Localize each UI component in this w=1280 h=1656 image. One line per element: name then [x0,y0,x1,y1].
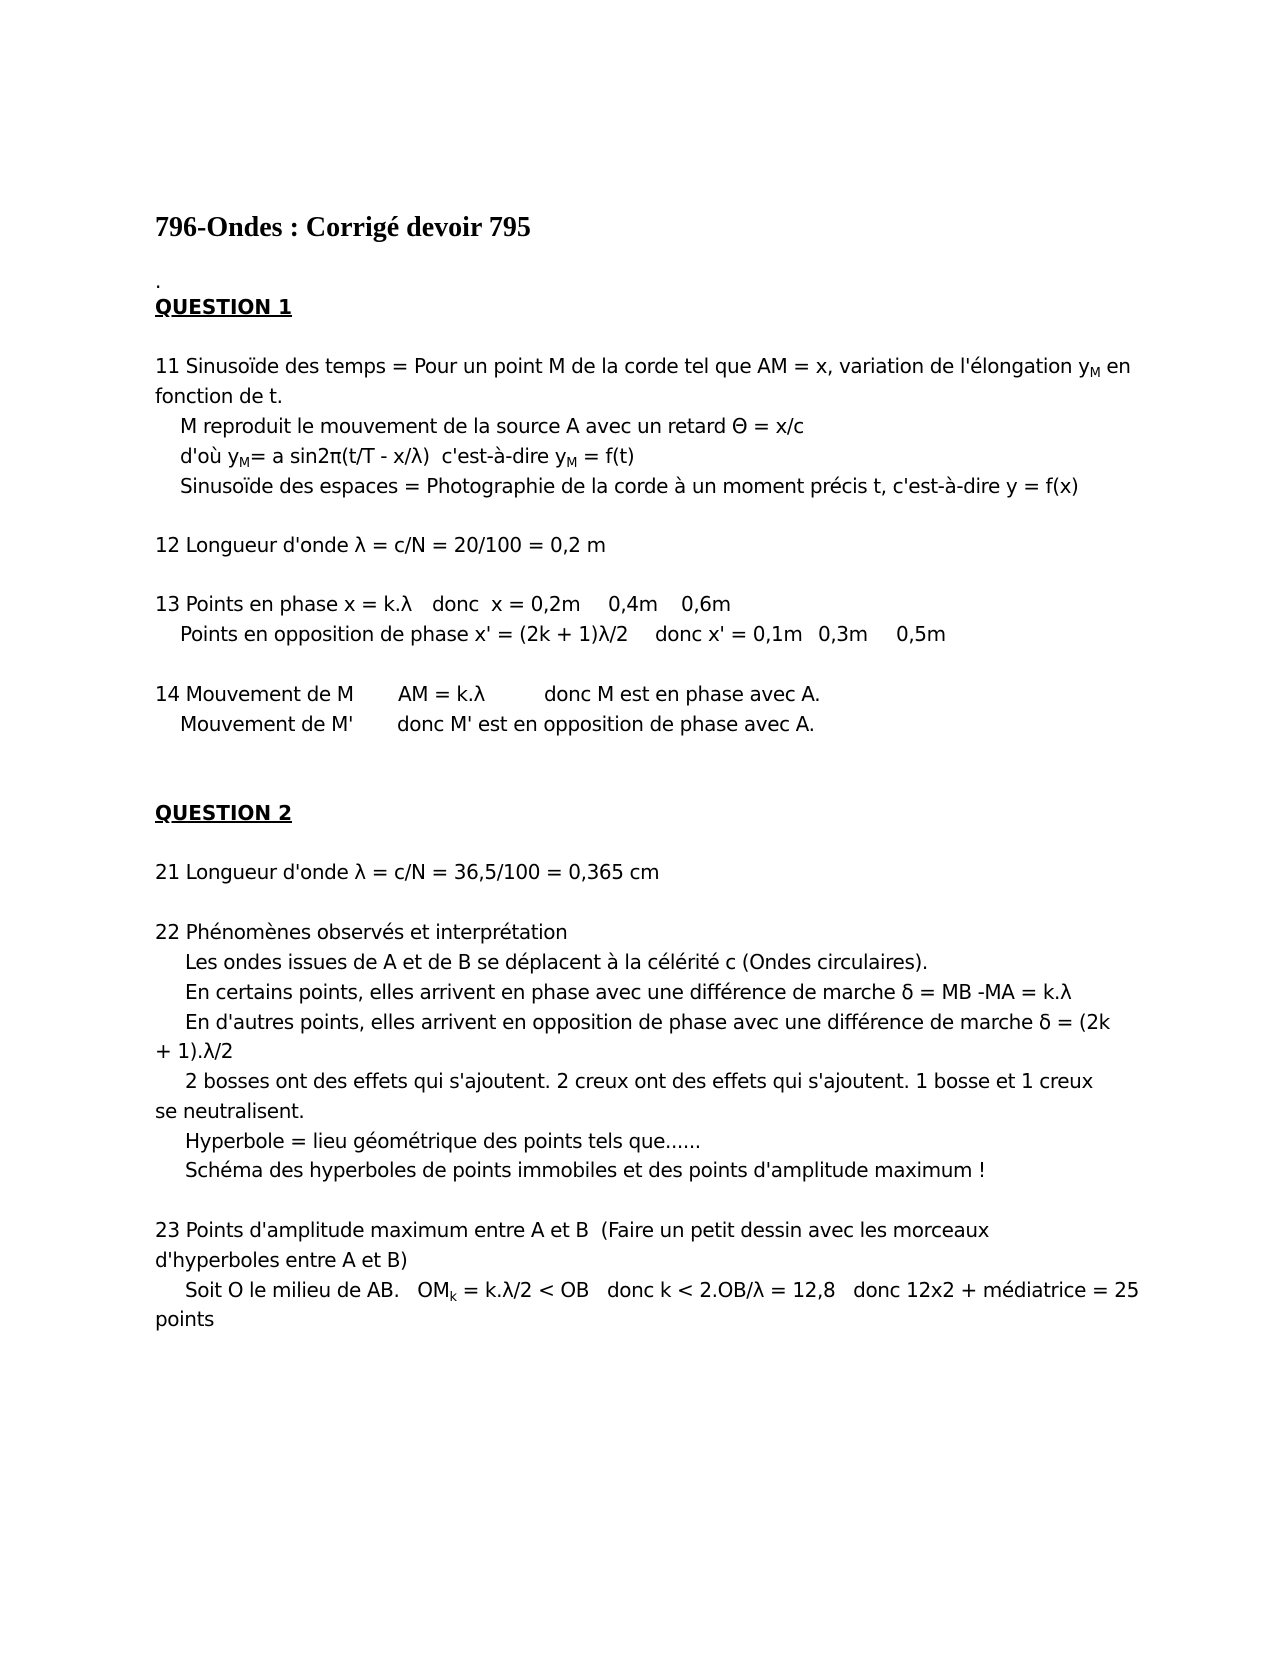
q14-line2-label: Mouvement de M' [180,712,354,736]
q23-line1: 23 Points d'amplitude maximum entre A et B (Faire un petit dessin avec les morceaux [155,1218,990,1242]
q13-line2-donc: donc x' = 0,1m [655,622,803,646]
q11-line2: fonction de t. [155,384,283,408]
q11-line4-subscript-1: M [238,456,250,471]
q23-line3-text-b: = k.λ/2 < OB donc k < 2.OB/λ = 12,8 donc 12x2 + médiatrice = 25 [456,1278,1139,1302]
q13-value-3: 0,6m [681,592,731,616]
q14-line2 [180,711,980,815]
q22-line6: 2 bosses ont des effets qui s'ajoutent. 2 creux ont des effets qui s'ajoutent. 1 bosse et 1 creux [185,1069,1093,1093]
separator-dot: . [155,269,161,293]
q23-line2: d'hyperboles entre A et B) [155,1248,408,1272]
q11-line1-text: 11 Sinusoïde des temps = Pour un point M de la corde tel que AM = x, variation de l'élongation y [155,354,1090,378]
q12-line: 12 Longueur d'onde λ = c/N = 20/100 = 0,2 m [155,533,606,557]
question-2-heading: QUESTION 2 [155,801,293,825]
q14-equation: AM = k.λ [398,682,485,706]
q14-result: donc M est en phase avec A. [544,682,821,706]
q22-line9: Schéma des hyperboles de points immobiles et des points d'amplitude maximum ! [185,1158,986,1182]
q23-line4: points [155,1307,215,1331]
q23-line3-text-a: Soit O le milieu de AB. OM [185,1278,450,1302]
q22-line5: + 1).λ/2 [155,1039,234,1063]
q11-line4-text-a: d'où y [180,444,239,468]
q13-value-2: 0,4m [608,592,658,616]
q11-line4-text-b: = a sin2π(t/T - x/λ) c'est-à-dire y [249,444,567,468]
document-title: 796-Ondes : Corrigé devoir 795 [155,212,531,243]
q11-line4 [180,443,634,469]
q22-line4: En d'autres points, elles arrivent en opposition de phase avec une différence de marche δ = (2k [185,1010,1110,1034]
q13-line2-value-2: 0,3m [818,622,868,646]
q11-line1-end: en [1100,354,1131,378]
q14-line2-result: donc M' est en opposition de phase avec A. [397,712,815,736]
q11-line3: M reproduit le mouvement de la source A avec un retard Θ = x/c [180,414,804,438]
q13-donc: donc x = 0,2m [432,592,581,616]
q22-line3: En certains points, elles arrivent en phase avec une différence de marche δ = MB -MA = k.λ [185,980,1072,1004]
q11-line5: Sinusoïde des espaces = Photographie de la corde à un moment précis t, c'est-à-dire y = f(x) [180,474,1079,498]
q22-line8: Hyperbole = lieu géométrique des points tels que...... [185,1129,701,1153]
q23-line3 [185,1277,1139,1303]
q22-line1: 22 Phénomènes observés et interprétation [155,920,568,944]
q11-line1-subscript: M [1089,366,1101,381]
q11-line1 [155,353,1131,379]
q11-line4-text-c: = f(t) [577,444,635,468]
q22-line2: Les ondes issues de A et de B se déplacent à la célérité c (Ondes circulaires). [185,950,928,974]
q23-line3-subscript: k [449,1290,457,1305]
q13-line2-label: Points en opposition de phase x' = (2k + 1)λ/2 [180,622,629,646]
q13-line2-value-3: 0,5m [896,622,946,646]
q13-label: 13 Points en phase x = k.λ [155,592,412,616]
q11-line4-subscript-2: M [566,456,578,471]
q22-line7: se neutralisent. [155,1099,305,1123]
question-1-heading: QUESTION 1 [155,295,293,319]
q14-label: 14 Mouvement de M [155,682,354,706]
q21-line: 21 Longueur d'onde λ = c/N = 36,5/100 = 0,365 cm [155,860,660,884]
